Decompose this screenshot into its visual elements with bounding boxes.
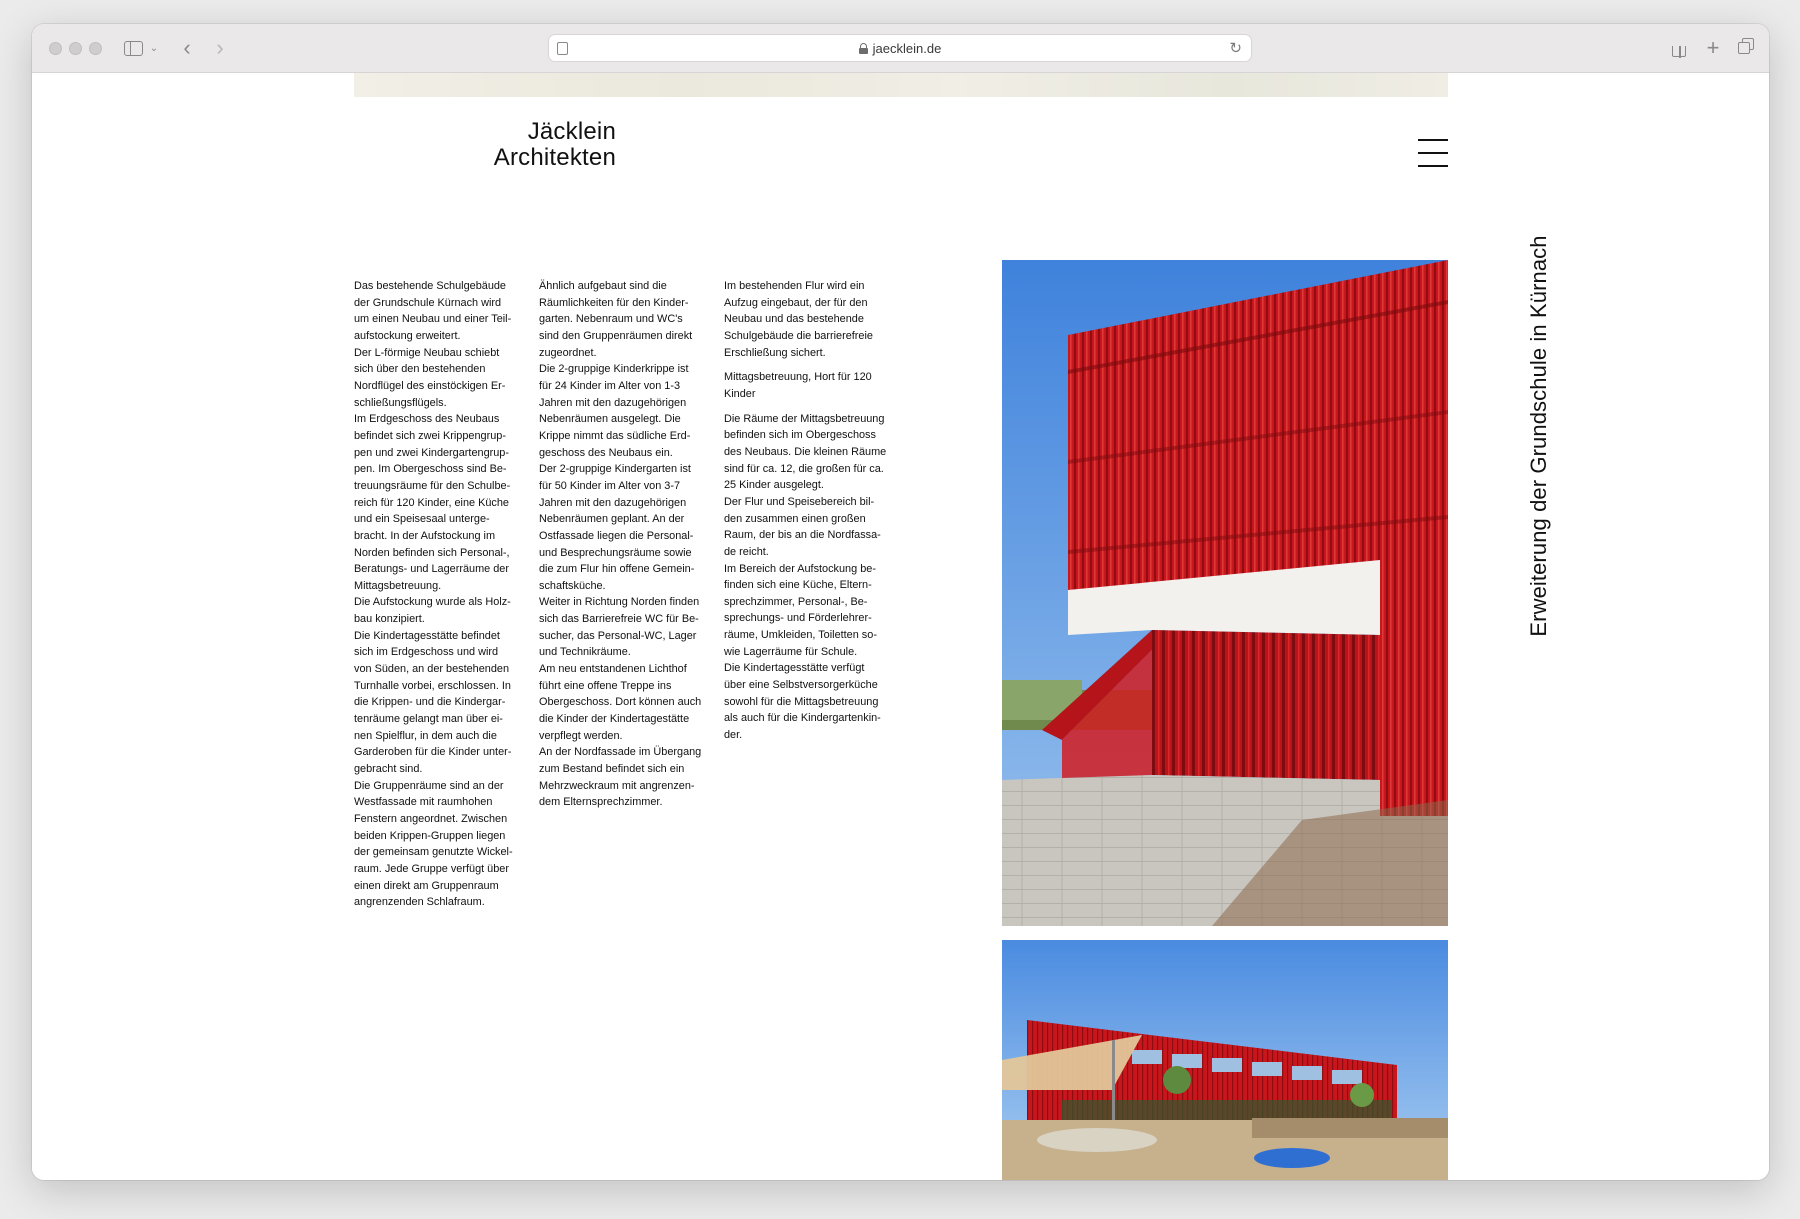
text-line: sucher, das Personal-WC, Lager (539, 629, 697, 642)
text-line: Die Kindertagesstätte verfügt (724, 662, 865, 675)
text-line: Beratungs- und Lagerräume der (354, 563, 509, 576)
text-line: die Krippen- und die Kindergar- (354, 696, 506, 709)
text-line: verpflegt werden. (539, 729, 623, 742)
text-line: schließungsflügels. (354, 396, 447, 409)
text-line: geschoss des Neubaus ein. (539, 446, 673, 459)
text-line: Die Aufstockung wurde als Holz- (354, 596, 511, 609)
project-photo-playground[interactable] (1002, 940, 1448, 1180)
text-line: sprechzimmer, Personal-, Be- (724, 595, 868, 608)
browser-toolbar (32, 24, 1769, 73)
project-photo-facade[interactable] (1002, 260, 1448, 926)
vertical-project-title (1525, 235, 1553, 637)
text-line: den zusammen einen großen (724, 512, 866, 525)
text-line: räume, Umkleiden, Toiletten so- (724, 629, 877, 642)
text-line: und Besprechungsräume sowie (539, 546, 692, 559)
text-line: Im bestehenden Flur wird ein (724, 280, 865, 292)
text-line: über eine Selbstversorgerküche (724, 679, 878, 692)
text-line: Der Flur und Speisebereich bil- (724, 495, 875, 508)
lock-icon (859, 43, 868, 54)
text-line: Nebenräumen geplant. An der (539, 513, 685, 526)
text-line: des Neubaus. Die kleinen Räume (724, 445, 887, 458)
text-line: Mittagsbetreuung. (354, 579, 442, 592)
text-line: raum. Jede Gruppe verfügt über (354, 862, 509, 875)
text-line: schaftsküche. (539, 579, 606, 592)
text-line: Garderoben für die Kinder unter- (354, 746, 512, 759)
text-line: und Technikräume. (539, 646, 631, 659)
text-line: Die Gruppenräume sind an der (354, 779, 504, 792)
text-line: zum Bestand befindet sich ein (539, 763, 685, 776)
text-line: befindet sich zwei Krippengrup- (354, 429, 506, 442)
close-window-button[interactable] (49, 42, 62, 55)
text-line: Jahren mit den dazugehörigen (539, 496, 687, 509)
text-line: nen Spielflur, in dem auch die (354, 729, 497, 742)
text-line: der gemeinsam genutzte Wickel- (354, 846, 513, 859)
text-line: sind den Gruppenräumen direkt (539, 329, 693, 342)
text-line: Im Bereich der Aufstockung be- (724, 562, 876, 575)
web-content (32, 73, 1769, 1180)
text-line: angrenzenden Schlafraum. (354, 896, 485, 909)
text-line: einen direkt am Gruppenraum (354, 879, 499, 892)
text-line: reich für 120 Kinder, eine Küche (354, 496, 509, 509)
text-line: sind für ca. 12, die großen für ca. (724, 462, 884, 475)
text-line: der. (724, 729, 743, 742)
text-line: sich über den bestehenden (354, 363, 486, 376)
text-block-subheading (724, 369, 896, 402)
browser-window (32, 24, 1769, 1180)
text-line: für 50 Kinder im Alter von 3-7 (539, 479, 681, 492)
text-line: von Süden, an der bestehenden (354, 663, 510, 676)
hamburger-menu-icon[interactable] (1418, 139, 1448, 167)
text-line: um einen Neubau und einer Teil- (354, 313, 512, 326)
text-line: Räumlichkeiten für den Kinder- (539, 296, 689, 309)
text-line: garten. Nebenraum und WC's (539, 313, 683, 326)
chevron-down-icon[interactable]: ⌄ (149, 42, 159, 54)
text-line: Turnhalle vorbei, erschlossen. In (354, 679, 511, 692)
back-arrow-icon[interactable]: ‹ (183, 35, 191, 60)
text-line: Das bestehende Schulgebäude (354, 280, 506, 292)
text-block-elevator (724, 278, 896, 361)
text-line: Am neu entstandenen Lichthof (539, 663, 687, 676)
text-line: 25 Kinder ausgelegt. (724, 479, 824, 492)
tab-overview-icon[interactable] (1737, 35, 1757, 61)
text-line: Der L-förmige Neubau schiebt (354, 346, 500, 359)
text-line: Jahren mit den dazugehörigen (539, 396, 687, 409)
logo-line1: Jäcklein (527, 118, 616, 145)
site-logo[interactable] (452, 119, 616, 171)
text-line: sich das Barrierefreie WC für Be- (539, 613, 699, 626)
text-column-3 (724, 278, 896, 744)
url-text[interactable]: jaecklein.de (872, 40, 942, 56)
project-title-text: Erweiterung der Grundschule in Kürnach (1526, 235, 1551, 637)
text-line: und ein Speisesaal unterge- (354, 513, 490, 526)
text-line: Die Räume der Mittagsbetreuung (724, 412, 885, 425)
text-line: pen. Im Obergeschoss sind Be- (354, 463, 507, 476)
text-line: Ostfassade liegen die Personal- (539, 529, 694, 542)
text-line: Im Erdgeschoss des Neubaus (354, 413, 500, 426)
zoom-window-button[interactable] (89, 42, 102, 55)
address-center (549, 35, 1251, 61)
text-line: Ähnlich aufgebaut sind die (539, 280, 667, 292)
text-line: Die 2-gruppige Kinderkrippe ist (539, 363, 689, 376)
text-column-1 (354, 278, 526, 911)
hero-image-edge (354, 73, 1448, 97)
text-line: de reicht. (724, 545, 769, 558)
new-tab-plus-icon[interactable]: + (1706, 35, 1720, 60)
sidebar-toggle-icon[interactable] (122, 35, 144, 61)
address-bar[interactable] (548, 34, 1252, 62)
text-line: pen und zwei Kindergartengrup- (354, 446, 509, 459)
text-line: Mittagsbetreuung, Hort für 120 (724, 371, 872, 384)
text-line: tenräume gelangt man über ei- (354, 713, 503, 726)
text-line: Raum, der bis an die Nordfassa- (724, 529, 881, 542)
text-line: Aufzug eingebaut, der für den (724, 296, 868, 309)
text-column-2 (539, 278, 711, 811)
text-line: führt eine offene Treppe ins (539, 679, 672, 692)
share-icon[interactable] (1671, 35, 1687, 61)
forward-arrow-icon[interactable]: › (216, 35, 224, 60)
text-line: sprechungs- und Förderlehrer- (724, 612, 872, 625)
text-line: Kinder (724, 387, 756, 400)
text-line: Mehrzweckraum mit angrenzen- (539, 779, 695, 792)
text-line: bau konzipiert. (354, 613, 425, 626)
text-line: gebracht sind. (354, 763, 423, 776)
text-line: Westfassade mit raumhohen (354, 796, 493, 809)
text-line: sowohl für die Mittagsbetreuung (724, 695, 879, 708)
text-line: befinden sich im Obergeschoss (724, 429, 876, 442)
logo-line2: Architekten (493, 144, 616, 171)
text-line: Krippe nimmt das südliche Erd- (539, 429, 691, 442)
text-line: sich im Erdgeschoss und wird (354, 646, 499, 659)
text-line: Fenstern angeordnet. Zwischen (354, 813, 508, 825)
text-line: als auch für die Kindergartenkin- (724, 712, 881, 725)
playground-illustration (1002, 940, 1448, 1180)
text-block-mittagsbetreuung (724, 411, 896, 744)
text-line: Norden befinden sich Personal-, (354, 546, 510, 559)
minimize-window-button[interactable] (69, 42, 82, 55)
text-line: die zum Flur hin offene Gemein- (539, 563, 695, 576)
reload-icon[interactable]: ↻ (1229, 40, 1242, 57)
text-line: Nebenräumen ausgelegt. Die (539, 413, 681, 426)
text-line: finden sich eine Küche, Eltern- (724, 579, 872, 592)
text-line: bracht. In der Aufstockung im (354, 529, 496, 542)
facade-illustration (1002, 260, 1448, 926)
text-line: Der 2-gruppige Kindergarten ist (539, 463, 691, 476)
text-line: dem Elternsprechzimmer. (539, 796, 663, 809)
text-line: Nordflügel des einstöckigen Er- (354, 379, 506, 392)
text-line: treuungsräume für den Schulbe- (354, 479, 511, 492)
text-line: Weiter in Richtung Norden finden (539, 596, 700, 609)
text-line: für 24 Kinder im Alter von 1-3 (539, 379, 681, 392)
text-line: Schulgebäude die barrierefreie (724, 329, 873, 342)
text-line: die Kinder der Kindertagestätte (539, 713, 690, 726)
text-line: wie Lagerräume für Schule. (724, 645, 858, 658)
text-line: der Grundschule Kürnach wird (354, 296, 502, 309)
text-line: aufstockung erweitert. (354, 329, 461, 342)
text-line: Erschließung sichert. (724, 346, 826, 359)
text-line: beiden Krippen-Gruppen liegen (354, 829, 506, 842)
text-line: Neubau und das bestehende (724, 313, 864, 326)
text-line: Die Kindertagesstätte befindet (354, 629, 500, 642)
text-line: An der Nordfassade im Übergang (539, 746, 702, 759)
text-line: Obergeschoss. Dort können auch (539, 696, 702, 709)
text-line: zugeordnet. (539, 346, 597, 359)
